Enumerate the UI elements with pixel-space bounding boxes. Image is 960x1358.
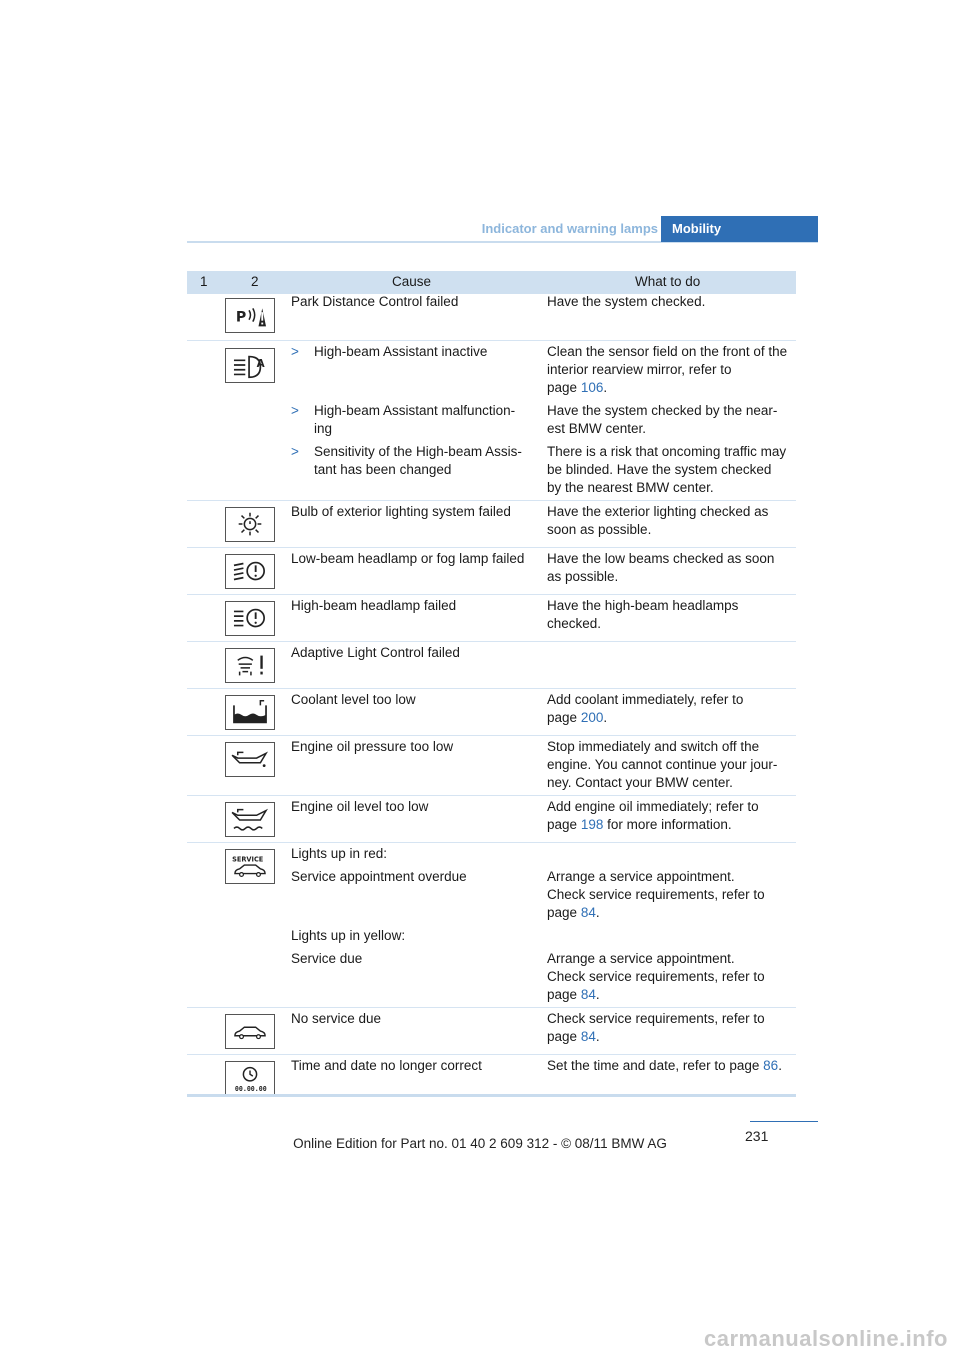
todo-text: Stop immediately and switch off the engine. You cannot continue your jour- ney. Contact your BMW center. <box>547 739 778 790</box>
cause-text: Adaptive Light Control failed <box>291 645 460 660</box>
todo-text: Add coolant immediately, refer to page 200. <box>547 692 744 725</box>
no-service-icon <box>225 1014 275 1049</box>
cause-text: Time and date no longer correct <box>291 1058 482 1073</box>
yellow-label: Lights up in yellow: <box>291 928 406 943</box>
svg-text:00.00.00: 00.00.00 <box>234 1085 267 1094</box>
bullet-todo-2: Have the system checked by the near- est BMW center. <box>547 403 778 436</box>
todo-text: Add engine oil immediately; refer to page 198 for more information. <box>547 799 759 832</box>
todo-text: Check service requirements, refer to page 84. <box>547 1011 765 1044</box>
cause-text: Park Distance Control failed <box>291 294 459 309</box>
table-header <box>187 271 796 294</box>
footer-text: Online Edition for Part no. 01 40 2 609 312 - © 08/11 BMW AG <box>293 1136 667 1151</box>
header-section-title: Indicator and warning lamps <box>481 221 658 236</box>
page-link[interactable]: 84 <box>580 905 596 920</box>
page-link[interactable]: 198 <box>580 817 604 832</box>
bullet-cause-1: > High-beam Assistant inactive <box>291 344 488 359</box>
cause-text: Engine oil pressure too low <box>291 739 454 754</box>
svg-text:A: A <box>256 357 265 370</box>
svg-text:P: P <box>235 309 247 326</box>
page-link[interactable]: 106 <box>580 380 604 395</box>
park-distance-warning-icon <box>225 298 275 333</box>
col-2-header: 2 <box>251 274 259 289</box>
cause-text: No service due <box>291 1011 382 1026</box>
bullet-marker: > <box>291 344 299 359</box>
bullet-marker: > <box>291 403 299 418</box>
col-todo-header: What to do <box>635 274 701 289</box>
table-row <box>187 689 796 736</box>
table-row <box>187 294 796 341</box>
cause-text: Coolant level too low <box>291 692 416 707</box>
high-beam-failure-icon <box>225 601 275 636</box>
bullet-marker: > <box>291 444 299 459</box>
todo-text: Have the exterior lighting checked as soon as possible. <box>547 504 769 537</box>
page-link[interactable]: 86 <box>763 1058 779 1073</box>
cause-text: Service appointment overdue <box>291 869 467 884</box>
bullet-cause-2: > High-beam Assistant malfunction- ing <box>291 403 516 436</box>
coolant-level-icon <box>225 695 275 730</box>
service-icon <box>225 849 275 884</box>
page-number-rule <box>750 1121 818 1122</box>
cause-text: Service due <box>291 951 363 966</box>
table-row <box>187 548 796 595</box>
table-row <box>187 341 796 501</box>
todo-text: Set the time and date, refer to page 86. <box>547 1058 782 1073</box>
bullet-todo-1: Clean the sensor field on the front of the interior rearview mirror, refer to page 106. <box>547 344 788 395</box>
page-link[interactable]: 84 <box>580 1029 596 1044</box>
adaptive-light-failure-icon <box>225 648 275 683</box>
todo-text: Arrange a service appointment. Check service requirements, refer to page 84. <box>547 869 765 920</box>
table-row <box>187 642 796 689</box>
oil-level-icon <box>225 802 275 837</box>
bullet-cause-3: > Sensitivity of the High-beam Assis- tant has been changed <box>291 444 522 477</box>
clock-icon <box>225 1061 275 1096</box>
low-beam-failure-icon <box>225 554 275 589</box>
table-row <box>187 736 796 796</box>
exterior-bulb-failure-icon <box>225 507 275 542</box>
table-row <box>187 1008 796 1055</box>
page-link[interactable]: 84 <box>580 987 596 1002</box>
table-row <box>187 501 796 548</box>
table-row <box>187 796 796 843</box>
cause-text: High-beam headlamp failed <box>291 598 457 613</box>
svg-text:SERVICE: SERVICE <box>232 855 264 864</box>
bullet-todo-3: There is a risk that oncoming traffic may be blinded. Have the system checked by the nearest BMW center. <box>547 444 787 495</box>
page-link[interactable]: 200 <box>580 710 604 725</box>
red-label: Lights up in red: <box>291 846 388 861</box>
table-bottom-rule <box>187 1094 796 1097</box>
table-row <box>187 843 796 1008</box>
high-beam-assistant-icon <box>225 348 275 383</box>
table-row <box>187 595 796 642</box>
header-chapter-tab: Mobility <box>661 216 818 242</box>
cause-text: Engine oil level too low <box>291 799 429 814</box>
cause-text: Bulb of exterior lighting system failed <box>291 504 511 519</box>
oil-pressure-icon <box>225 742 275 777</box>
indicator-table <box>187 271 796 1101</box>
todo-text: Have the system checked. <box>547 294 706 309</box>
watermark-text: carmanualsonline.info <box>704 1326 948 1351</box>
todo-text: Arrange a service appointment. Check service requirements, refer to page 84. <box>547 951 765 1002</box>
col-cause-header: Cause <box>392 274 432 289</box>
col-1-header: 1 <box>200 274 208 289</box>
todo-text: Have the high-beam headlamps checked. <box>547 598 739 631</box>
page-number: 231 <box>745 1128 769 1144</box>
cause-text: Low-beam headlamp or fog lamp failed <box>291 551 525 566</box>
todo-text: Have the low beams checked as soon as possible. <box>547 551 775 584</box>
